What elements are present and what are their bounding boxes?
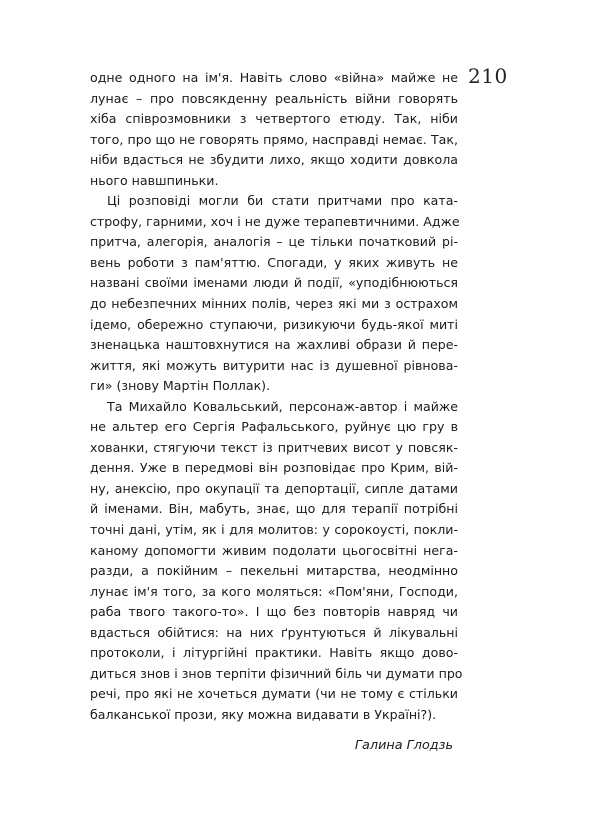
paragraph-1 bbox=[90, 68, 458, 191]
text-line: ідемо, обережно ступаючи, ризикуючи будь-якої миті bbox=[90, 316, 458, 332]
text-line: й іменами. Він, мабуть, знає, що для терапії потрібні bbox=[90, 501, 458, 517]
text-line: того, про що не говорять прямо, насправді немає. Так, bbox=[90, 131, 458, 147]
text-line: строфу, гарними, хоч і не дуже терапевтичними. Адже bbox=[90, 213, 460, 229]
text-line: названі своїми іменами люди й події, «уподібнюються bbox=[90, 275, 458, 291]
text-line: ну, анексію, про окупації та депортації, сипле датами bbox=[90, 480, 458, 496]
text-line: каному допомогти живим подолати цьогосвітні нега- bbox=[90, 542, 458, 558]
body-text bbox=[90, 68, 463, 726]
text-line: лунає ім'я того, за кого моляться: «Пом'яни, Господи, bbox=[90, 583, 458, 599]
text-line: точні дані, утім, як і для молитов: у сорокоусті, покли- bbox=[90, 522, 458, 538]
text-line: хованки, стягуючи текст із притчевих висот у повсяк- bbox=[90, 439, 458, 455]
text-line: вдасться обійтися: на них ґрунтуються й лікувальні bbox=[90, 624, 458, 640]
text-line: разди, а покійним – пекельні митарства, неодмінно bbox=[90, 563, 458, 579]
text-line: одне одного на ім'я. Навіть слово «війна» майже не bbox=[90, 70, 458, 85]
text-line: Та Михайло Ковальський, персонаж-автор і майже bbox=[107, 398, 458, 414]
text-line: притча, алегорія, аналогія – це тільки початковий рі- bbox=[90, 234, 458, 250]
text-line: дення. Уже в передмові він розповідає про Крим, вій- bbox=[90, 460, 458, 476]
text-line: раба твого такого-то». І що без повторів навряд чи bbox=[90, 604, 458, 620]
text-line: до небезпечних мінних полів, через які ми з острахом bbox=[90, 296, 458, 312]
text-line: диться знов і знов терпіти фізичний біль чи думати про bbox=[90, 665, 463, 681]
text-line: протоколи, і літургійні практики. Навіть якщо дово- bbox=[90, 645, 458, 661]
text-line: Ці розповіді могли би стати притчами про ката- bbox=[107, 193, 458, 209]
text-line: лунає – про повсякденну реальність війни говорять bbox=[90, 90, 458, 106]
text-line: балканської прози, яку можна видавати в Україні?). bbox=[90, 706, 437, 722]
page-number: 210 bbox=[468, 64, 508, 88]
author-signature: Галина Глодзь bbox=[354, 738, 453, 753]
text-line: нього навшпиньки. bbox=[90, 172, 219, 188]
text-line: не альтер его Сергія Рафальського, руйнує цю гру в bbox=[90, 419, 458, 435]
text-line: вень роботи з пам'яттю. Спогади, у яких живуть не bbox=[90, 254, 458, 270]
text-line: ги» (знову Мартін Поллак). bbox=[90, 378, 271, 394]
text-line: ніби вдасться не збудити лихо, якщо ходити довкола bbox=[90, 152, 458, 168]
text-line: хіба співрозмовники з четвертого етюду. Так, ніби bbox=[90, 111, 458, 127]
text-line: речі, про які не хочеться думати (чи не тому є стільки bbox=[90, 686, 458, 702]
paragraph-3 bbox=[90, 397, 463, 726]
paragraph-2 bbox=[90, 191, 458, 396]
text-line: життя, які можуть витурити нас із душевної рівнова- bbox=[90, 357, 458, 373]
text-line: зненацька наштовхнутися на жахливі образи й пере- bbox=[90, 337, 458, 353]
